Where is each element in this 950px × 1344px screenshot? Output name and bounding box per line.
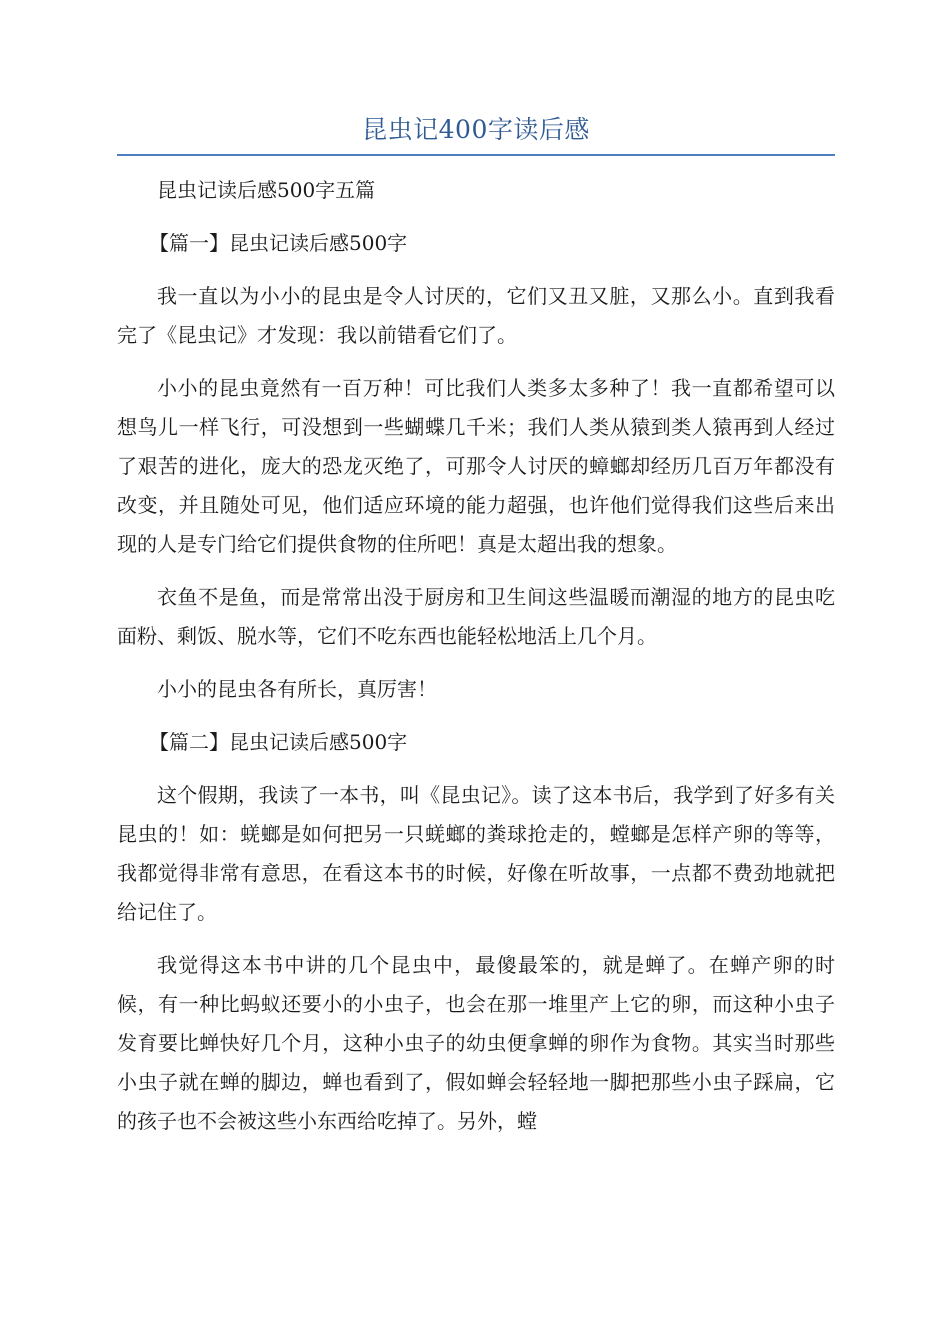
document-subtitle: 昆虫记读后感500字五篇 bbox=[157, 178, 376, 202]
paragraph: 衣鱼不是鱼，而是常常出没于厨房和卫生间这些温暖而潮湿的地方的昆虫吃面粉、剩饭、脱水等，它们不吃东西也能轻松地活上几个月。 bbox=[117, 585, 835, 648]
document-body bbox=[117, 171, 835, 1155]
title-underline bbox=[117, 154, 835, 156]
paragraph: 这个假期，我读了一本书，叫《昆虫记》。读了这本书后，我学到了好多有关昆虫的！如：蜣螂是如何把另一只蜣螂的粪球抢走的，螳螂是怎样产卵的等等，我都觉得非常有意思，在看这本书的时候，好像在听故事，一点都不费劲地就把给记住了。 bbox=[117, 783, 835, 924]
paragraph: 小小的昆虫各有所长，真厉害！ bbox=[157, 677, 437, 701]
section-heading-2: 【篇二】昆虫记读后感500字 bbox=[149, 730, 408, 754]
document-title: 昆虫记400字读后感 bbox=[362, 115, 590, 144]
paragraph: 我一直以为小小的昆虫是令人讨厌的，它们又丑又脏，又那么小。直到我看完了《昆虫记》才发现：我以前错看它们了。 bbox=[117, 284, 835, 347]
paragraph: 小小的昆虫竟然有一百万种！可比我们人类多太多种了！我一直都希望可以想鸟儿一样飞行，可没想到一些蝴蝶几千米；我们人类从猿到类人猿再到人经过了艰苦的进化，庞大的恐龙灭绝了，可那令人讨厌的蟑螂却经历几百万年都没有改变，并且随处可见，他们适应环境的能力超强，也许他们觉得我们这些后来出现的人是专门给它们提供食物的住所吧！真是太超出我的想象。 bbox=[117, 376, 835, 556]
section-heading-1: 【篇一】昆虫记读后感500字 bbox=[149, 231, 408, 255]
paragraph: 我觉得这本书中讲的几个昆虫中，最傻最笨的，就是蝉了。在蝉产卵的时候，有一种比蚂蚁还要小的小虫子，也会在那一堆里产上它的卵，而这种小虫子发育要比蝉快好几个月，这种小虫子的幼虫便拿蝉的卵作为食物。其实当时那些小虫子就在蝉的脚边，蝉也看到了，假如蝉会轻轻地一脚把那些小虫子踩扁，它的孩子也不会被这些小东西给吃掉了。另外，螳 bbox=[117, 953, 835, 1133]
